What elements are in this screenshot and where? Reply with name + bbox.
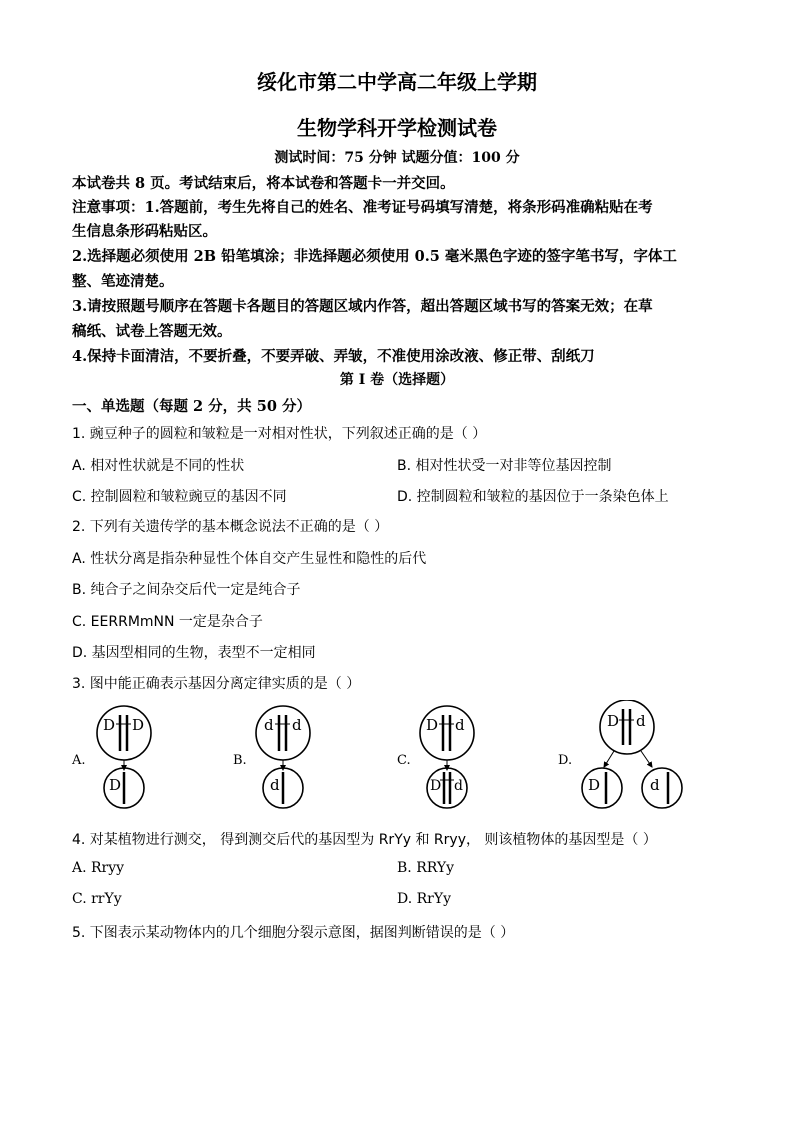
diagram-label-a: A. — [72, 753, 86, 768]
question-1-option-d: D. 控制圆粒和皱粒的基因位于一条染色体上 — [397, 489, 669, 505]
gene-label: D — [430, 778, 442, 794]
gene-label: D — [607, 712, 620, 730]
exam-meta: 测试时间：75 分钟 试题分值：100 分 — [274, 150, 520, 166]
question-5-stem: 5. 下图表示某动物体内的几个细胞分裂示意图，据图判断错误的是（ ） — [72, 925, 515, 941]
question-4-option-a: A. Rryy — [72, 860, 125, 876]
note-line: 稿纸、试卷上答题无效。 — [72, 323, 232, 340]
gene-label: D — [109, 776, 122, 794]
question-2-stem: 2. 下列有关遗传学的基本概念说法不正确的是（ ） — [72, 519, 389, 535]
diagram-a — [97, 706, 151, 808]
note-line: 整、笔迹清楚。 — [72, 273, 174, 290]
question-1-option-c: C. 控制圆粒和皱粒豌豆的基因不同 — [72, 489, 287, 505]
gene-label: d — [455, 716, 465, 734]
question-4-option-b: B. RRYy — [397, 860, 454, 876]
gene-label: D — [132, 716, 145, 734]
question-3-diagrams — [0, 700, 794, 820]
note-line: 注意事项：1.答题前，考生先将自己的姓名、准考证号码填写清楚，将条形码准确粘贴在考 — [72, 199, 653, 216]
diagram-label-c: C. — [397, 753, 411, 768]
section-part: 第 I 卷（选择题） — [339, 372, 455, 388]
question-4-option-c: C. rrYy — [72, 891, 122, 907]
gene-label: D — [588, 776, 601, 794]
gene-label: d — [454, 778, 463, 794]
section-heading: 一、单选题（每题 2 分，共 50 分） — [72, 398, 311, 415]
note-line: 4.保持卡面清洁，不要折叠，不要弄破、弄皱，不准使用涂改液、修正带、刮纸刀 — [72, 348, 595, 365]
gene-label: d — [292, 716, 302, 734]
diagram-b — [256, 706, 310, 808]
diagram-c — [420, 706, 474, 808]
gene-label: D — [103, 716, 116, 734]
note-line: 本试卷共 8 页。考试结束后，将本试卷和答题卡一并交回。 — [72, 175, 455, 192]
note-line: 2.选择题必须使用 2B 铅笔填涂；非选择题必须使用 0.5 毫米黑色字迹的签字笔书写，字体工 — [72, 248, 677, 265]
daughter-cell — [642, 768, 682, 808]
exam-subtitle: 生物学科开学检测试卷 — [297, 116, 497, 140]
diagram-label-d: D. — [558, 753, 573, 768]
gene-label: d — [264, 716, 274, 734]
question-4-stem: 4. 对某植物进行测交， 得到测交后代的基因型为 RrYy 和 Rryy， 则该植物体的基因型是（ ） — [72, 832, 657, 848]
question-2-option-c: C. EERRMmNN 一定是杂合子 — [72, 614, 263, 630]
question-1-option-a: A. 相对性状就是不同的性状 — [72, 458, 245, 474]
question-2-option-a: A. 性状分离是指杂种显性个体自交产生显性和隐性的后代 — [72, 551, 427, 567]
note-line: 3.请按照题号顺序在答题卡各题目的答题区域内作答，超出答题区域书写的答案无效；在草 — [72, 298, 653, 315]
question-2-option-b: B. 纯合子之间杂交后代一定是纯合子 — [72, 582, 301, 598]
question-2-option-d: D. 基因型相同的生物，表型不一定相同 — [72, 645, 316, 661]
diagram-d — [582, 700, 682, 808]
question-1-option-b: B. 相对性状受一对非等位基因控制 — [397, 458, 612, 474]
question-4-option-d: D. RrYy — [397, 891, 452, 907]
question-1-stem: 1. 豌豆种子的圆粒和皱粒是一对相对性状，下列叙述正确的是（ ） — [72, 426, 487, 442]
gene-label: D — [426, 716, 439, 734]
exam-title: 绥化市第二中学高二年级上学期 — [257, 70, 537, 94]
gene-label: d — [270, 776, 280, 794]
gene-label: d — [650, 776, 660, 794]
diagram-label-b: B. — [233, 753, 247, 768]
question-3-stem: 3. 图中能正确表示基因分离定律实质的是（ ） — [72, 676, 361, 692]
gene-label: d — [636, 712, 646, 730]
note-line: 生信息条形码粘贴区。 — [72, 223, 217, 240]
